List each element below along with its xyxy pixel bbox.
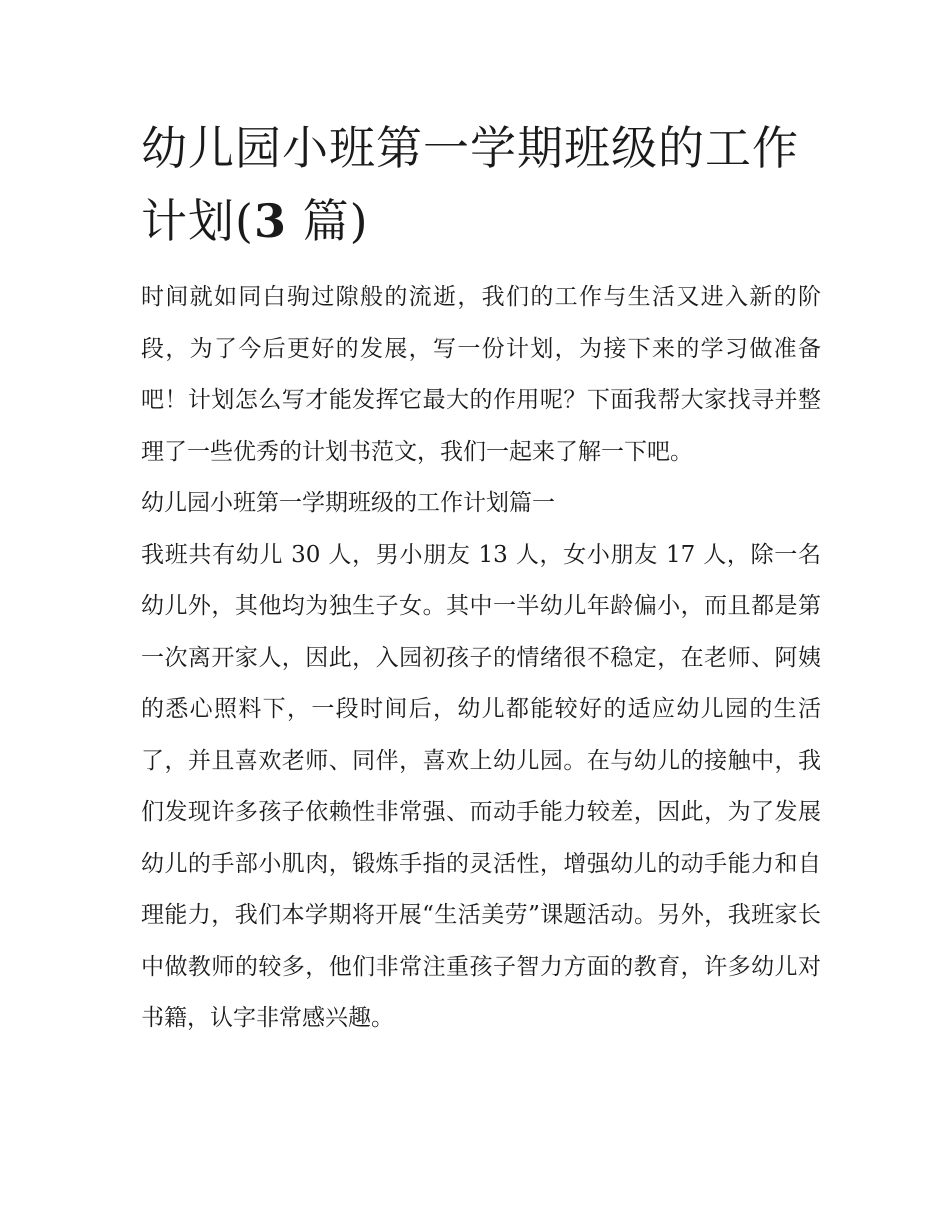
- title-suffix: 篇): [286, 194, 369, 248]
- document-page: [141, 112, 821, 1045]
- section-heading: 幼儿园小班第一学期班级的工作计划篇一: [141, 490, 555, 516]
- intro-paragraph: 时间就如同白驹过隙般的流逝，我们的工作与生活又进入新的阶段，为了今后更好的发展，写一份计划，为接下来的学习做准备吧！计划怎么写才能发挥它最大的作用呢？下面我帮大家找寻并整理了一些优秀的计划书范文，我们一起来了解一下吧。: [141, 284, 821, 465]
- title-text: 幼儿园小班第一学期班级的工作计划(: [141, 121, 799, 248]
- title-number: 3: [253, 194, 287, 248]
- section-paragraph: 我班共有幼儿 30 人，男小朋友 13 人，女小朋友 17 人，除一名幼儿外，其他均为独生子女。其中一半幼儿年龄偏小，而且都是第一次离开家人，因此，入园初孩子的情绪很不稳定，在老师、阿姨的悉心照料下，一段时间后，幼儿都能较好的适应幼儿园的生活了，并且喜欢老师、同伴，喜欢上幼儿园。在与幼儿的接触中，我们发现许多孩子依赖性非常强、而动手能力较差，因此，为了发展幼儿的手部小肌肉，锻炼手指的灵活性，增强幼儿的动手能力和自理能力，我们本学期将开展“生活美劳”课题活动。另外，我班家长中做教师的较多，他们非常注重孩子智力方面的教育，许多幼儿对书籍，认字非常感兴趣。: [141, 541, 821, 1031]
- document-title: [141, 112, 821, 258]
